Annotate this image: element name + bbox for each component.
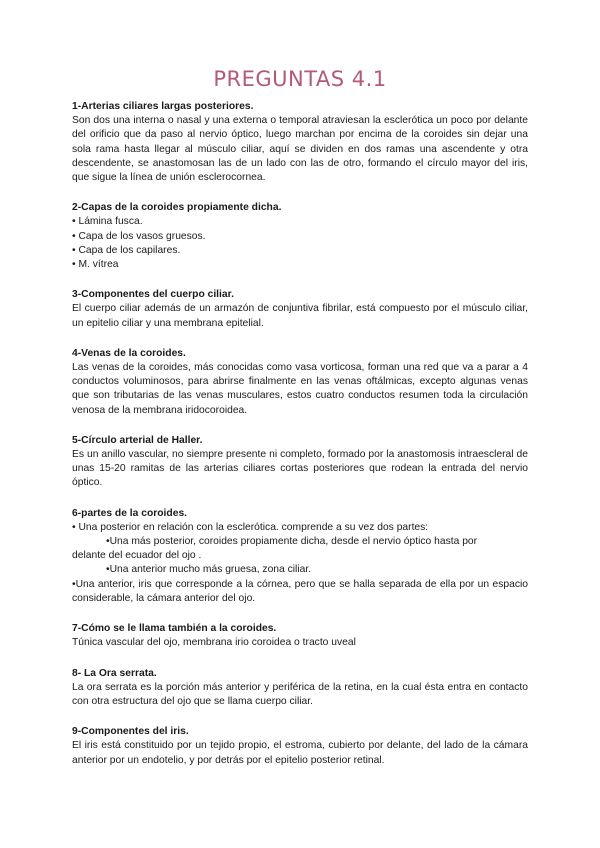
list-item: • Lámina fusca. [72, 216, 143, 228]
question-answer: La ora serrata es la porción más anterior y periférica de la retina, en la cual ésta entra en contacto con otra estructura del ojo que se llama cuerpo ciliar. [72, 681, 528, 707]
list-item: • Una posterior en relación con la esclerótica. comprende a su vez dos partes: [72, 521, 429, 533]
question-8 [72, 667, 528, 710]
list-item: • M. vítrea [72, 259, 119, 271]
sub-list-item-continuation: delante del ecuador del ojo . [72, 550, 202, 562]
question-title: 5-Círculo arterial de Haller. [72, 434, 203, 446]
question-answer: El iris está constituido por un tejido propio, el estroma, cubierto por delante, del lado de la cámara anterior por un endotelio, y por detrás por el epitelio posterior retinal. [72, 740, 528, 766]
question-title: 3-Componentes del cuerpo ciliar. [72, 289, 234, 301]
question-9 [72, 725, 528, 768]
question-6 [72, 507, 528, 606]
question-title: 9-Componentes del iris. [72, 726, 189, 738]
question-answer: El cuerpo ciliar además de un armazón de conjuntiva fibrilar, está compuesto por el músculo ciliar, un epitelio ciliar y una membrana epitelial. [72, 303, 528, 329]
question-title: 7-Cómo se le llama también a la coroides. [72, 623, 277, 635]
question-answer: Son dos una interna o nasal y una externa o temporal atraviesan la esclerótica un poco por delante del orificio que da paso al nervio óptico, luego marchan por encima de la coroides sin dejar una sola rama hasta llegar al músculo ciliar, aquí se dividen en dos ramas una ascendente y otra descendente, se anastomosan las de un lado con las de otro, formando el círculo mayor del iris, que sigue la línea de unión esclerocornea. [72, 115, 528, 184]
sub-list-item: •Una más posterior, coroides propiamente dicha, desde el nervio óptico hasta por [106, 536, 478, 548]
question-title: 4-Venas de la coroides. [72, 347, 186, 359]
question-answer: Es un anillo vascular, no siempre presente ni completo, formado por la anastomosis intraescleral de unas 15-20 ramitas de las arterias ciliares cortas posteriores que rodean la entrada del nervio óptico. [72, 449, 528, 489]
question-2 [72, 201, 528, 272]
list-item: • Capa de los capilares. [72, 244, 181, 256]
page-title: PREGUNTAS 4.1 [213, 67, 387, 91]
question-1 [72, 100, 528, 185]
question-3 [72, 288, 528, 331]
sub-list-item: •Una anterior mucho más gruesa, zona ciliar. [106, 564, 312, 576]
question-title: 6-partes de la coroides. [72, 507, 188, 519]
question-answer: Las venas de la coroides, más conocidas como vasa vorticosa, forman una red que va a parar a 4 conductos voluminosos, para abrirse finalmente en las venas oftálmicas, excepto algunas venas que son tributarias de las venas musculares, estos cuatro conductos resumen toda la circulación venosa de la membrana iridocoroidea. [72, 362, 528, 416]
question-title: 1-Arterias ciliares largas posteriores. [72, 101, 254, 112]
question-7 [72, 622, 528, 650]
question-title: 2-Capas de la coroides propiamente dicha. [72, 202, 282, 214]
question-title: 8- La Ora serrata. [72, 667, 157, 679]
question-5 [72, 434, 528, 491]
question-answer: Túnica vascular del ojo, membrana irio coroidea o tracto uveal [72, 637, 356, 649]
list-item: • Capa de los vasos gruesos. [72, 230, 206, 242]
list-item: •Una anterior, iris que corresponde a la córnea, pero que se halla separada de ella por un espacio considerable, la cámara anterior del ojo. [72, 578, 528, 604]
questions-list [72, 100, 528, 784]
question-4 [72, 347, 528, 418]
